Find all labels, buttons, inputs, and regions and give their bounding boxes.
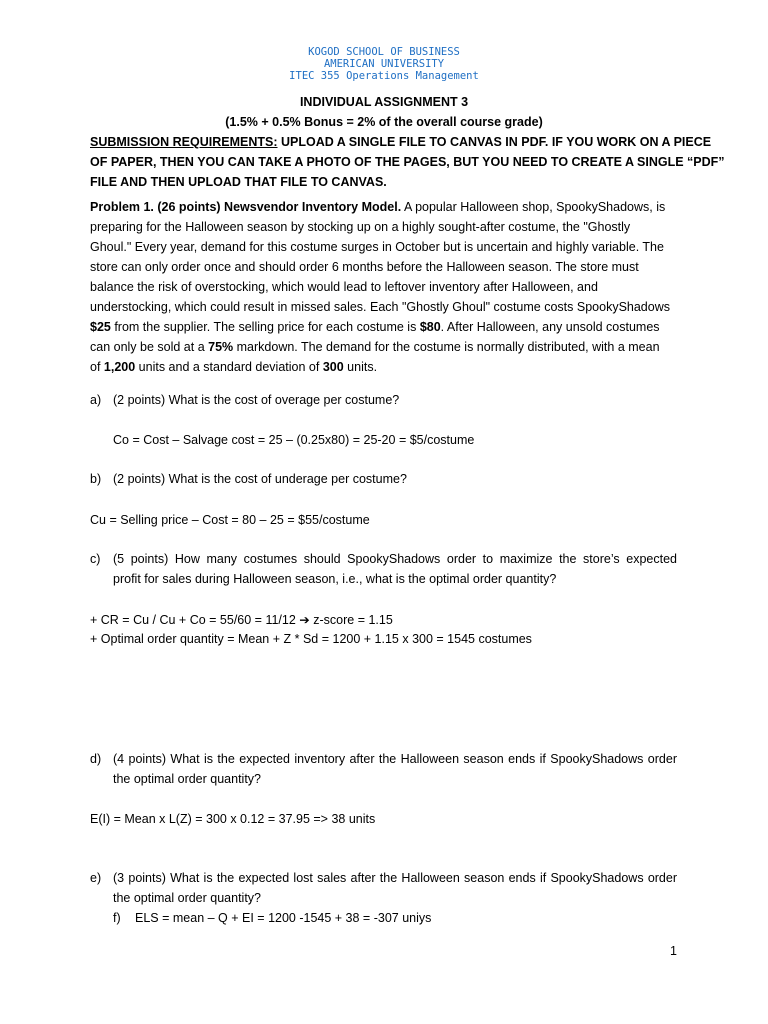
submission-line-3: FILE AND THEN UPLOAD THAT FILE TO CANVAS. [90,175,387,189]
question-b-letter: b) [90,472,102,486]
problem-line-2: preparing for the Halloween season by stocking up on a highly sought-after costume, the "Ghostly [90,220,631,234]
assignment-bonus: (1.5% + 0.5% Bonus = 2% of the overall course grade) [225,115,543,129]
demand-mean: 1,200 [103,360,136,374]
problem-line-7: $25 from the supplier. The selling price for each costume is $80. After Halloween, any unsold costumes [90,320,660,334]
question-c-text-2: profit for sales during Halloween season, i.e., what is the optimal order quantity? [113,572,557,586]
school-name: KOGOD SCHOOL OF BUSINESS [308,46,460,58]
problem-line-8: can only be sold at a 75% markdown. The demand for the costume is normally distributed, with a mean [90,340,660,354]
assignment-title: INDIVIDUAL ASSIGNMENT 3 [299,95,469,109]
page-number: 1 [670,944,677,958]
question-b-text: (2 points) What is the cost of underage per costume? [113,472,407,486]
question-e-text-2: the optimal order quantity? [113,891,262,905]
submission-label: SUBMISSION REQUIREMENTS: [90,135,278,149]
problem-line-4: store can only order once and should order 6 months before the Halloween season. The store must [90,260,639,274]
problem-line-3: Ghoul." Every year, demand for this costume surges in October but is uncertain and highly variable. The [90,240,664,254]
question-a-letter: a) [90,393,102,407]
question-a-text: (2 points) What is the cost of overage per costume? [113,393,400,407]
unit-cost: $25 [90,320,111,334]
question-d-text-2: the optimal order quantity? [113,772,262,786]
answer-d: E(I) = Mean x L(Z) = 300 x 0.12 = 37.95 => 38 units [90,812,376,826]
answer-a: Co = Cost – Salvage cost = 25 – (0.25x80) = 25-20 = $5/costume [113,433,475,447]
markdown-percent: 75% [208,340,234,354]
question-e-text-1: (3 points) What is the expected lost sales after the Halloween season ends if SpookyShadows order [113,871,677,885]
university-name: AMERICAN UNIVERSITY [323,58,445,70]
selling-price: $80 [419,320,441,334]
problem-line-6: understocking, which could result in missed sales. Each "Ghostly Ghoul" costume costs SpookyShadows [90,300,670,314]
submission-line-2: OF PAPER, THEN YOU CAN TAKE A PHOTO OF THE PAGES, BUT YOU NEED TO CREATE A SINGLE “PDF” [90,155,725,169]
answer-f-letter: f) [113,911,121,925]
question-e-letter: e) [90,871,102,885]
question-d-letter: d) [90,752,102,766]
problem-heading: Problem 1. (26 points) Newsvendor Inventory Model. [90,200,402,214]
arrow-icon: ➔ [299,612,310,627]
course-name: ITEC 355 Operations Management [289,70,479,82]
answer-c-line-2: + Optimal order quantity = Mean + Z * Sd = 1200 + 1.15 x 300 = 1545 costumes [90,632,532,646]
submission-line-1: SUBMISSION REQUIREMENTS: UPLOAD A SINGLE FILE TO CANVAS IN PDF. IF YOU WORK ON A PIECE [90,135,712,149]
answer-f: ELS = mean – Q + EI = 1200 -1545 + 38 = -307 uniys [135,911,432,925]
problem-line-1: Problem 1. (26 points) Newsvendor Inventory Model. A popular Halloween shop, SpookyShadows, is [90,200,666,214]
question-c-text-1: (5 points) How many costumes should SpookyShadows order to maximize the store’s expected [113,552,677,566]
problem-line-5: balance the risk of overstocking, which would lead to leftover inventory after Halloween, and [90,280,598,294]
problem-line-9: of 1,200 units and a standard deviation of 300 units. [90,360,378,374]
answer-c-line-1: + CR = Cu / Cu + Co = 55/60 = 11/12 ➔ z-score = 1.15 [90,612,393,627]
question-d-text-1: (4 points) What is the expected inventory after the Halloween season ends if SpookyShadows order [113,752,677,766]
answer-b: Cu = Selling price – Cost = 80 – 25 = $55/costume [90,513,370,527]
demand-sd: 300 [322,360,344,374]
question-c-letter: c) [90,552,101,566]
